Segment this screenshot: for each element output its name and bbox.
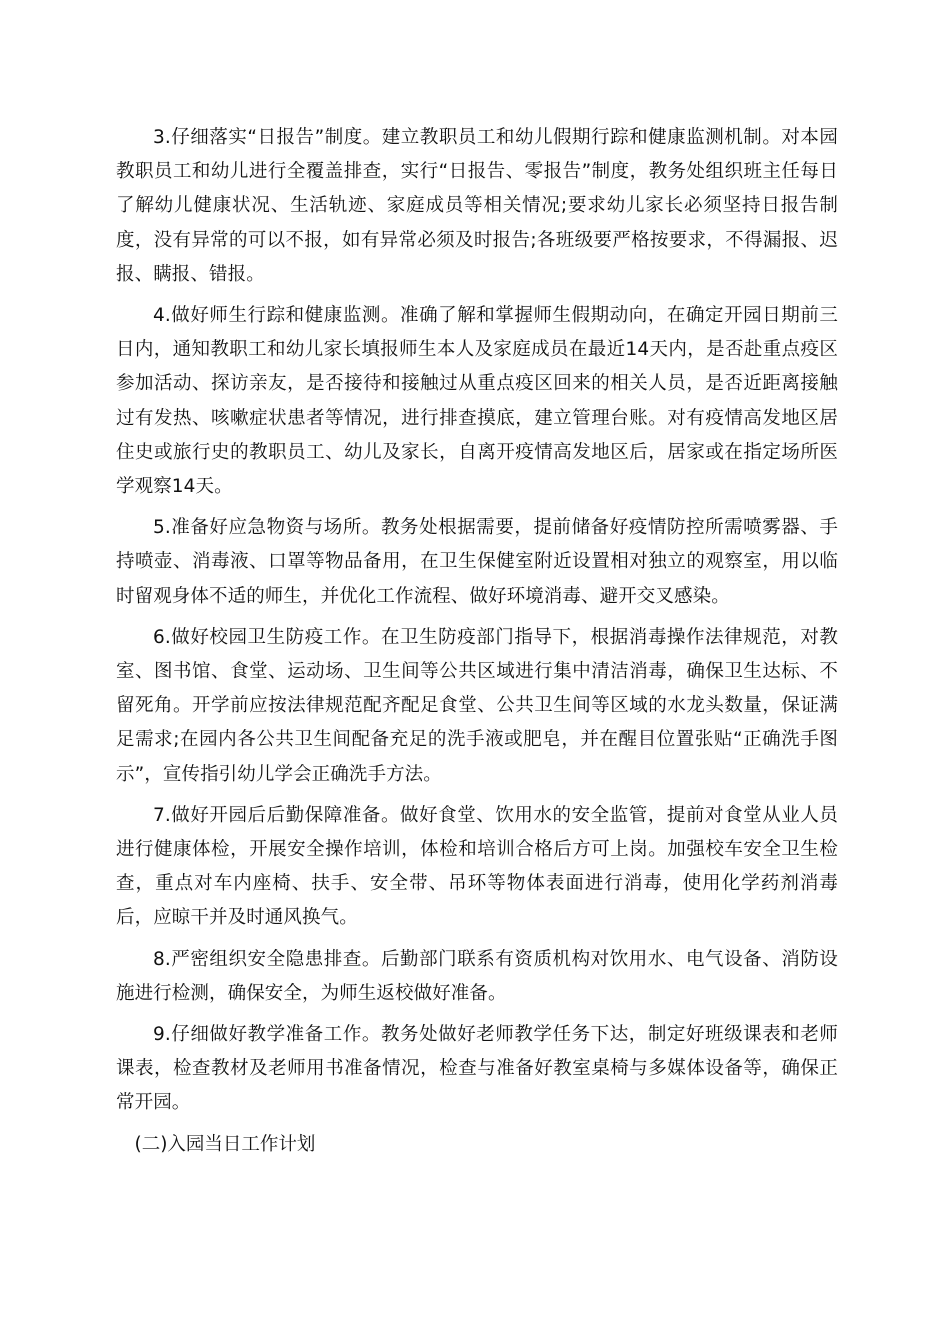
- paragraph-item-8: 8.严密组织安全隐患排查。后勤部门联系有资质机构对饮用水、电气设备、消防设施进行检测，确保安全，为师生返校做好准备。: [116, 948, 838, 1004]
- paragraph-item-4: 4.做好师生行踪和健康监测。准确了解和掌握师生假期动向，在确定开园日期前三日内，通知教职工和幼儿家长填报师生本人及家庭成员在最近14天内，是否赴重点疫区参加活动、探访亲友，是否接待和接触过从重点疫区回来的相关人员，是否近距离接触过有发热、咳嗽症状患者等情况，进行排查摸底，建立管理台账。对有疫情高发地区居住史或旅行史的教职员工、幼儿及家长，自离开疫情高发地区后，居家或在指定场所医学观察14天。: [116, 305, 838, 498]
- paragraph-item-9: 9.仔细做好教学准备工作。教务处做好老师教学任务下达，制定好班级课表和老师课表，检查教材及老师用书准备情况，检查与准备好教室桌椅与多媒体设备等，确保正常开园。: [116, 1024, 838, 1114]
- paragraph-item-6: 6.做好校园卫生防疫工作。在卫生防疫部门指导下，根据消毒操作法律规范，对教室、图书馆、食堂、运动场、卫生间等公共区域进行集中清洁消毒，确保卫生达标、不留死角。开学前应按法律规范配齐配足食堂、公共卫生间等区域的水龙头数量，保证满足需求;在园内各公共卫生间配备充足的洗手液或肥皂，并在醒目位置张贴“正确洗手图示”，宣传指引幼儿学会正确洗手方法。: [116, 626, 838, 785]
- paragraph-item-3: 3.仔细落实“日报告”制度。建立教职员工和幼儿假期行踪和健康监测机制。对本园教职员工和幼儿进行全覆盖排查，实行“日报告、零报告”制度，教务处组织班主任每日了解幼儿健康状况、生活轨迹、家庭成员等相关情况;要求幼儿家长必须坚持日报告制度，没有异常的可以不报，如有异常必须及时报告;各班级要严格按要求，不得漏报、迟报、瞒报、错报。: [116, 127, 838, 285]
- section-heading: (二)入园当日工作计划: [134, 1133, 316, 1155]
- document-page: [116, 121, 838, 1162]
- paragraph-item-5: 5.准备好应急物资与场所。教务处根据需要，提前储备好疫情防控所需喷雾器、手持喷壶、消毒液、口罩等物品备用，在卫生保健室附近设置相对独立的观察室，用以临时留观身体不适的师生，并优化工作流程、做好环境消毒、避开交叉感染。: [116, 517, 838, 607]
- paragraph-item-7: 7.做好开园后后勤保障准备。做好食堂、饮用水的安全监管，提前对食堂从业人员进行健康体检，开展安全操作培训，体检和培训合格后方可上岗。加强校车安全卫生检查，重点对车内座椅、扶手、安全带、吊环等物体表面进行消毒，使用化学药剂消毒后，应晾干并及时通风换气。: [116, 804, 838, 929]
